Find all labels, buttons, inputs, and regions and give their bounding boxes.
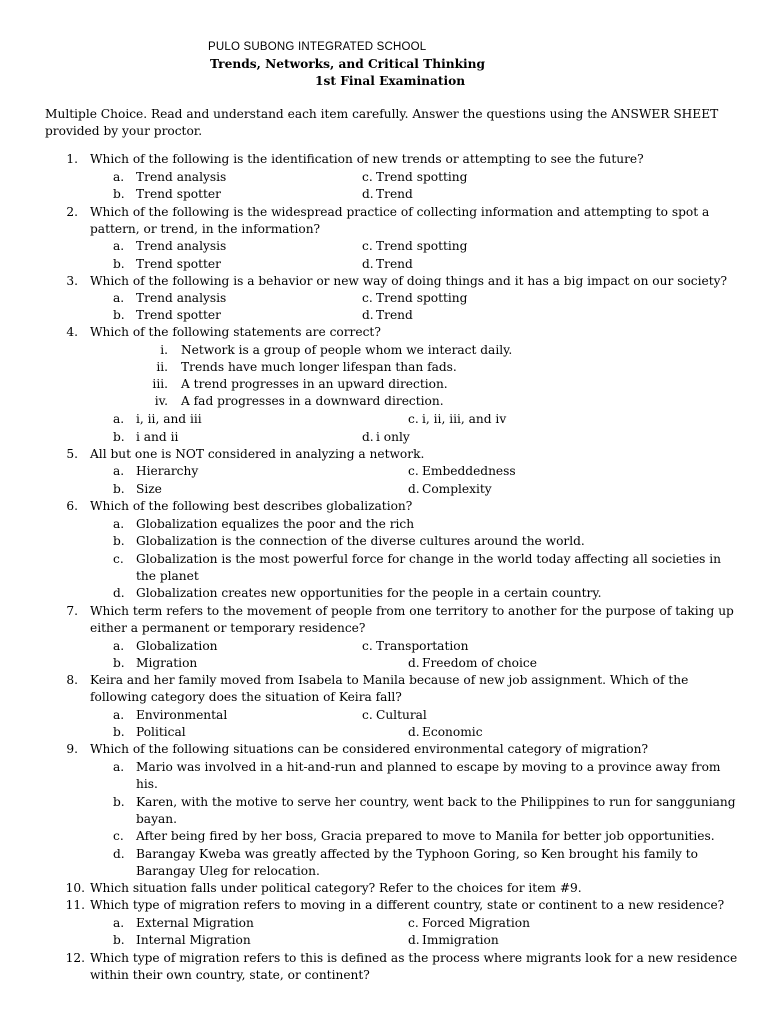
- school-name: PULO SUBONG INTEGRATED SCHOOL: [208, 41, 427, 53]
- question-number: 4.: [66, 325, 78, 339]
- choice-text: Economic: [422, 725, 483, 739]
- question-stem: Which type of migration refers to moving in a different country, state or continent to a new residence?: [90, 898, 725, 912]
- choice-letter: a.: [113, 412, 125, 426]
- choice-letter: b.: [113, 933, 125, 947]
- choice-text: Trend analysis: [136, 239, 227, 253]
- choice-text: Trend: [376, 187, 413, 201]
- choice-letter: a.: [113, 464, 125, 478]
- choice-letter: c.: [408, 412, 419, 426]
- question-number: 5.: [66, 447, 78, 461]
- choice-text-continued: Barangay Uleg for relocation.: [136, 864, 320, 878]
- choice-letter: d.: [113, 586, 125, 600]
- choice-text: Trend spotting: [376, 170, 468, 184]
- question-number: 1.: [66, 152, 78, 166]
- choice-letter: c.: [362, 170, 373, 184]
- choice-text-continued: his.: [136, 777, 158, 791]
- choice-letter: d.: [362, 257, 374, 271]
- choice-letter: d.: [362, 187, 374, 201]
- subject-title: Trends, Networks, and Critical Thinking: [210, 57, 486, 71]
- question-stem: Which type of migration refers to this is defined as the process where migrants look for a new residence: [90, 951, 738, 965]
- choice-text: Trend analysis: [136, 291, 227, 305]
- statement-text: Trends have much longer lifespan than fads.: [181, 360, 457, 374]
- instructions-line-2: provided by your proctor.: [45, 124, 203, 138]
- question-number: 11.: [65, 898, 85, 912]
- choice-text: i, ii, and iii: [136, 412, 202, 426]
- question-stem: Which of the following is the identification of new trends or attempting to see the future?: [90, 152, 644, 166]
- choice-letter: d.: [408, 482, 420, 496]
- choice-text: External Migration: [136, 916, 254, 930]
- choice-text: i only: [376, 430, 410, 444]
- choice-text: Mario was involved in a hit-and-run and planned to escape by moving to a province away from: [136, 760, 721, 774]
- choice-text: Migration: [136, 656, 198, 670]
- question-stem: Which term refers to the movement of people from one territory to another for the purpose of taking up: [90, 604, 734, 618]
- choice-letter: c.: [362, 639, 373, 653]
- statement-numeral: i.: [160, 343, 168, 357]
- statement-text: A trend progresses in an upward direction.: [181, 377, 448, 391]
- question-stem: following category does the situation of Keira fall?: [90, 690, 402, 704]
- choice-text: Cultural: [376, 708, 427, 722]
- choice-letter: a.: [113, 291, 125, 305]
- choice-letter: b.: [113, 795, 125, 809]
- choice-letter: a.: [113, 708, 125, 722]
- choice-text: Immigration: [422, 933, 499, 947]
- choice-letter: b.: [113, 257, 125, 271]
- question-stem: Keira and her family moved from Isabela to Manila because of new job assignment. Which of the: [90, 673, 689, 687]
- choice-text: Trend analysis: [136, 170, 227, 184]
- choice-text: Globalization is the most powerful force for change in the world today affecting all societies in: [136, 552, 722, 566]
- question-stem: Which of the following situations can be considered environmental category of migration?: [90, 742, 649, 756]
- choice-letter: b.: [113, 725, 125, 739]
- question-number: 7.: [66, 604, 78, 618]
- choice-text: Trend spotting: [376, 239, 468, 253]
- question-number: 6.: [66, 499, 78, 513]
- choice-letter: a.: [113, 916, 125, 930]
- choice-text: Internal Migration: [136, 933, 251, 947]
- choice-text: Size: [136, 482, 162, 496]
- exam-title: 1st Final Examination: [315, 74, 466, 88]
- choice-letter: a.: [113, 517, 125, 531]
- question-stem: Which of the following is a behavior or new way of doing things and it has a big impact on our society?: [90, 274, 728, 288]
- choice-text-continued: the planet: [136, 569, 199, 583]
- choice-letter: b.: [113, 308, 125, 322]
- choice-text: After being fired by her boss, Gracia prepared to move to Manila for better job opportunities.: [136, 829, 715, 843]
- choice-letter: b.: [113, 482, 125, 496]
- choice-text: Globalization equalizes the poor and the rich: [136, 517, 415, 531]
- choice-text: Environmental: [136, 708, 228, 722]
- choice-letter: a.: [113, 639, 125, 653]
- choice-letter: c.: [362, 708, 373, 722]
- choice-text: Globalization is the connection of the diverse cultures around the world.: [136, 534, 585, 548]
- statement-numeral: iii.: [152, 377, 168, 391]
- choice-text: Freedom of choice: [422, 656, 537, 670]
- choice-letter: d.: [408, 933, 420, 947]
- statement-numeral: ii.: [156, 360, 168, 374]
- choice-letter: d.: [113, 847, 125, 861]
- choice-letter: b.: [113, 534, 125, 548]
- question-stem: pattern, or trend, in the information?: [90, 222, 321, 236]
- choice-text: Karen, with the motive to serve her country, went back to the Philippines to run for sangguniang: [136, 795, 736, 809]
- choice-text: Trend spotter: [136, 257, 221, 271]
- question-stem: Which of the following best describes globalization?: [90, 499, 413, 513]
- choice-letter: a.: [113, 239, 125, 253]
- choice-text: i and ii: [136, 430, 179, 444]
- choice-text: Globalization: [136, 639, 218, 653]
- instructions-line-1: Multiple Choice. Read and understand each item carefully. Answer the questions using the ANSWER SHEET: [45, 107, 719, 121]
- question-stem: All but one is NOT considered in analyzing a network.: [90, 447, 425, 461]
- choice-letter: c.: [362, 239, 373, 253]
- choice-text: Hierarchy: [136, 464, 199, 478]
- question-number: 10.: [65, 881, 85, 895]
- choice-letter: a.: [113, 170, 125, 184]
- statement-numeral: iv.: [154, 394, 168, 408]
- choice-letter: b.: [113, 656, 125, 670]
- question-number: 3.: [66, 274, 78, 288]
- question-number: 2.: [66, 205, 78, 219]
- choice-text: Trend: [376, 257, 413, 271]
- question-stem: Which of the following statements are correct?: [90, 325, 381, 339]
- choice-letter: c.: [408, 916, 419, 930]
- choice-letter: a.: [113, 760, 125, 774]
- choice-letter: d.: [362, 430, 374, 444]
- question-number: 8.: [66, 673, 78, 687]
- choice-text: Transportation: [376, 639, 469, 653]
- choice-text: Trend spotter: [136, 308, 221, 322]
- question-stem: Which situation falls under political category? Refer to the choices for item #9.: [90, 881, 582, 895]
- choice-text: Trend spotting: [376, 291, 468, 305]
- choice-text: Political: [136, 725, 186, 739]
- question-stem: either a permanent or temporary residence?: [90, 621, 366, 635]
- choice-text: Barangay Kweba was greatly affected by the Typhoon Goring, so Ken brought his family to: [136, 847, 698, 861]
- choice-text: Complexity: [422, 482, 492, 496]
- choice-text: i, ii, iii, and iv: [422, 412, 507, 426]
- choice-letter: d.: [408, 656, 420, 670]
- question-stem: within their own country, state, or continent?: [90, 968, 370, 982]
- choice-text: Forced Migration: [422, 916, 530, 930]
- choice-text: Trend spotter: [136, 187, 221, 201]
- statement-text: A fad progresses in a downward direction.: [181, 394, 444, 408]
- statement-text: Network is a group of people whom we interact daily.: [181, 343, 513, 357]
- choice-letter: d.: [408, 725, 420, 739]
- choice-letter: c.: [362, 291, 373, 305]
- question-number: 12.: [65, 951, 85, 965]
- choice-text: Globalization creates new opportunities for the people in a certain country.: [136, 586, 602, 600]
- choice-letter: b.: [113, 187, 125, 201]
- choice-text-continued: bayan.: [136, 812, 177, 826]
- choice-letter: c.: [408, 464, 419, 478]
- question-number: 9.: [66, 742, 78, 756]
- choice-letter: d.: [362, 308, 374, 322]
- choice-text: Trend: [376, 308, 413, 322]
- choice-letter: b.: [113, 430, 125, 444]
- choice-letter: c.: [113, 552, 124, 566]
- choice-letter: c.: [113, 829, 124, 843]
- choice-text: Embeddedness: [422, 464, 516, 478]
- question-stem: Which of the following is the widespread practice of collecting information and attempting to spot a: [90, 205, 710, 219]
